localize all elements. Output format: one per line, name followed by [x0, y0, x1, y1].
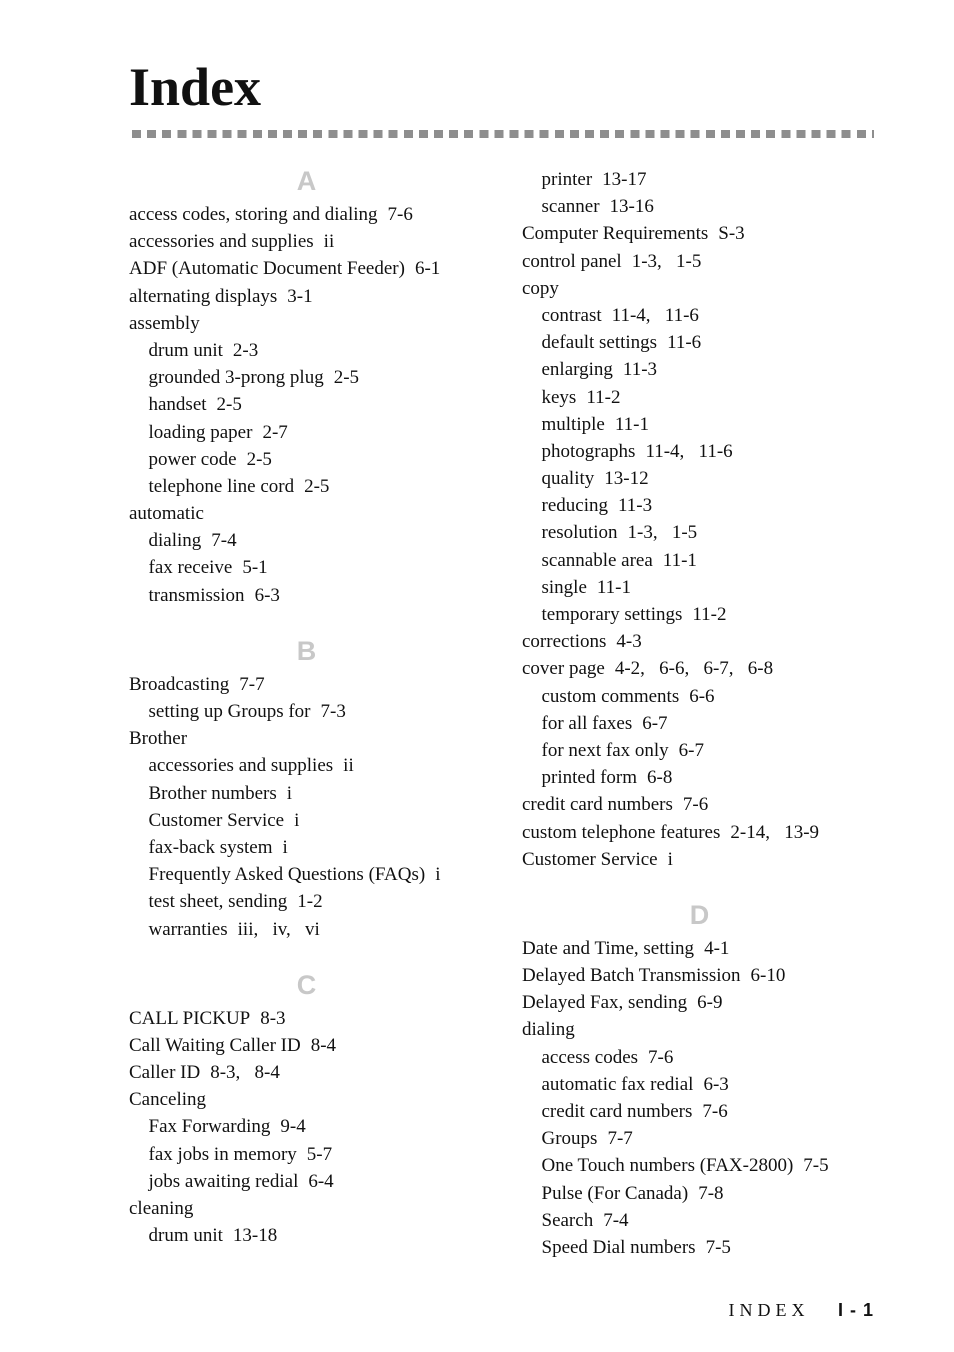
index-subentry [522, 737, 882, 764]
index-page-refs: 6-9 [697, 992, 723, 1014]
index-page-refs: 7-7 [607, 1128, 633, 1150]
index-column-left [129, 166, 499, 1249]
index-page-refs: 13-12 [604, 468, 649, 490]
index-page-refs: 11-3 [617, 495, 653, 517]
index-page-refs: 7-5 [803, 1155, 829, 1177]
index-page-refs: 8-3, 8-4 [210, 1062, 280, 1084]
index-term: drum unit [148, 1225, 223, 1247]
index-page-refs: 11-6 [667, 332, 702, 354]
index-page-refs: 6-3 [703, 1073, 729, 1095]
index-term: credit card numbers [522, 794, 673, 816]
index-subentry [129, 337, 499, 364]
index-term: automatic fax redial [541, 1073, 694, 1095]
index-entry [522, 1016, 882, 1043]
index-entry [522, 248, 882, 275]
index-page-refs: 13-18 [232, 1225, 278, 1247]
index-page-refs: i [294, 809, 300, 831]
index-page-refs: 11-1 [662, 549, 697, 571]
index-term: temporary settings [541, 604, 683, 625]
index-term: Broadcasting [129, 673, 230, 695]
index-term: warranties [148, 918, 228, 940]
index-page-refs: 1-3, 1-5 [627, 522, 698, 544]
index-term: Delayed Fax, sending [522, 992, 688, 1014]
index-subentry [522, 1180, 882, 1207]
footer-page-number: I - 1 [837, 1300, 874, 1320]
index-page-refs: 13-17 [602, 169, 647, 190]
index-page-refs: 2-3 [232, 339, 259, 361]
index-page-refs: 7-6 [702, 1101, 728, 1122]
index-page-refs: 6-1 [414, 258, 441, 280]
index-term: for next fax only [541, 739, 669, 761]
index-page-refs: 6-10 [750, 965, 786, 987]
index-subentry [129, 888, 499, 915]
index-subentry [522, 764, 882, 791]
index-term: copy [522, 277, 559, 299]
index-term: multiple [541, 413, 605, 435]
index-term: fax jobs in memory [148, 1143, 297, 1165]
index-page-refs: 3-1 [287, 285, 313, 307]
index-subentry [129, 554, 499, 581]
index-entry [522, 935, 882, 962]
index-term: quality [541, 468, 595, 490]
index-subentry [129, 473, 499, 500]
page-title: Index [129, 57, 262, 117]
index-page-refs: ii [343, 755, 354, 777]
index-subentry [522, 547, 882, 574]
index-term: Brother numbers [148, 782, 277, 804]
index-term: automatic [129, 503, 204, 525]
index-subentry [129, 419, 499, 446]
title-dotted-rule [132, 130, 874, 138]
index-subentry [129, 391, 499, 418]
index-letter-heading: A [296, 166, 317, 196]
index-subentry [129, 527, 499, 554]
index-entry [129, 1195, 499, 1222]
index-term: fax-back system [148, 836, 273, 858]
index-term: Frequently Asked Questions (FAQs) [148, 864, 426, 886]
index-subentry [522, 492, 882, 519]
index-page-refs: i [667, 848, 673, 870]
index-page-refs: 6-3 [254, 584, 280, 606]
footer-section-label: INDEX [728, 1300, 810, 1320]
index-page-refs: i [286, 782, 293, 804]
index-subentry [522, 356, 882, 383]
index-page-refs: 9-4 [280, 1116, 306, 1138]
index-term: Call Waiting Caller ID [129, 1034, 301, 1056]
index-term: jobs awaiting redial [148, 1170, 299, 1192]
index-term: Pulse (For Canada) [541, 1182, 689, 1204]
index-page-refs: 7-5 [705, 1236, 731, 1258]
index-term: custom comments [541, 685, 680, 707]
index-page-refs: 2-5 [304, 475, 330, 497]
index-page-refs: 4-3 [616, 631, 642, 653]
index-subentry [522, 574, 882, 601]
index-term: assembly [129, 312, 200, 334]
index-entry [522, 962, 882, 989]
index-page-refs: 7-3 [320, 701, 346, 722]
index-page-refs: iii, iv, vi [237, 918, 320, 940]
page-footer [728, 1298, 874, 1322]
index-term: setting up Groups for [148, 701, 311, 722]
index-subentry [522, 1071, 882, 1098]
index-subentry [129, 1141, 499, 1168]
index-subentry [129, 780, 499, 807]
index-page-refs: 2-5 [216, 394, 242, 416]
index-page-refs: 8-3 [260, 1007, 286, 1029]
index-term: Speed Dial numbers [541, 1236, 696, 1258]
index-term: alternating displays [129, 285, 278, 307]
index-subentry [522, 1234, 882, 1261]
index-subentry [522, 465, 882, 492]
index-entry [522, 819, 882, 846]
index-entry [129, 500, 499, 527]
index-term: enlarging [541, 359, 613, 381]
index-term: Computer Requirements [522, 223, 709, 245]
index-term: handset [148, 394, 207, 416]
index-page-refs: 6-7 [678, 739, 704, 761]
index-subentry [129, 582, 499, 609]
index-subentry [522, 519, 882, 546]
index-page-refs: 4-1 [704, 937, 730, 959]
index-term: grounded 3-prong plug [148, 367, 324, 389]
index-term: test sheet, sending [148, 891, 288, 913]
index-term: loading paper [148, 421, 253, 443]
index-subentry [522, 710, 882, 737]
index-entry [522, 628, 882, 655]
index-entry [522, 275, 882, 302]
index-term: corrections [522, 631, 607, 653]
index-subentry [522, 193, 882, 220]
index-subentry [129, 834, 499, 861]
index-term: scannable area [541, 549, 653, 571]
index-subentry [129, 1222, 499, 1249]
index-term: control panel [522, 250, 622, 272]
index-subentry [129, 446, 499, 473]
index-term: Date and Time, setting [522, 937, 695, 959]
index-page-refs: 7-7 [239, 673, 265, 695]
index-subentry [129, 698, 499, 725]
index-page-refs: i [435, 864, 441, 886]
index-term: dialing [148, 530, 202, 552]
index-term: single [541, 576, 587, 598]
index-term: ADF (Automatic Document Feeder) [129, 258, 405, 280]
index-term: contrast [541, 304, 602, 326]
index-page-refs: 1-2 [297, 891, 323, 913]
index-term: for all faxes [541, 712, 633, 734]
index-term: reducing [541, 495, 608, 517]
index-subentry [522, 302, 882, 329]
index-term: printer [541, 169, 593, 190]
index-page-refs: 11-1 [614, 413, 649, 435]
index-subentry [129, 916, 499, 943]
index-entry [129, 228, 499, 255]
index-term: photographs [541, 440, 636, 462]
index-term: Brother [129, 728, 188, 750]
index-term: dialing [522, 1019, 575, 1041]
index-subentry [522, 1044, 882, 1071]
index-page-refs: 2-5 [246, 448, 272, 470]
index-entry [522, 791, 882, 818]
index-term: keys [541, 386, 577, 408]
index-subentry [129, 861, 499, 888]
index-subentry [129, 1113, 499, 1140]
index-page-refs: 2-14, 13-9 [730, 821, 820, 843]
index-entry [129, 1086, 499, 1113]
index-entry [129, 255, 499, 282]
index-term: One Touch numbers (FAX-2800) [541, 1155, 794, 1177]
index-term: Groups [541, 1128, 598, 1150]
index-term: custom telephone features [522, 821, 721, 843]
index-subentry [522, 1207, 882, 1234]
index-term: Customer Service [522, 848, 658, 870]
index-term: CALL PICKUP [129, 1007, 251, 1029]
index-term: accessories and supplies [129, 231, 314, 253]
index-entry [129, 725, 499, 752]
index-term: cleaning [129, 1198, 194, 1219]
index-entry [129, 283, 499, 310]
index-letter-heading: C [296, 969, 317, 1000]
index-subentry [522, 1098, 882, 1125]
index-term: power code [148, 448, 237, 470]
index-term: transmission [148, 584, 245, 606]
index-page-refs: ii [323, 231, 335, 253]
index-entry [129, 201, 499, 228]
index-page-refs: 4-2, 6-6, 6-7, 6-8 [614, 658, 774, 680]
index-page-refs: 13-16 [609, 196, 654, 218]
index-page-refs: 2-7 [262, 421, 288, 443]
index-page-refs: 8-4 [310, 1034, 337, 1056]
index-letter-heading: B [296, 635, 317, 666]
index-term: scanner [541, 196, 600, 218]
index-page-refs: 11-4, 11-6 [645, 440, 733, 462]
index-term: drum unit [148, 339, 223, 361]
index-entry [129, 310, 499, 337]
index-entry [522, 846, 882, 873]
index-subentry [522, 1152, 882, 1179]
index-subentry [522, 166, 882, 193]
index-entry [522, 989, 882, 1016]
index-page-refs: 7-6 [387, 204, 413, 225]
index-page-refs: 11-3 [622, 359, 658, 381]
index-page-refs: S-3 [718, 223, 745, 245]
index-entry [522, 220, 882, 247]
index-letter-heading: D [689, 899, 710, 930]
index-page-refs: i [282, 836, 288, 858]
index-entry [129, 1032, 499, 1059]
index-entry [522, 655, 882, 682]
index-page-refs: 5-1 [242, 557, 268, 579]
index-page-refs: 7-4 [603, 1209, 629, 1231]
index-page-refs: 7-4 [211, 530, 237, 552]
index-term: accessories and supplies [148, 755, 334, 777]
index-term: credit card numbers [541, 1101, 693, 1122]
index-page-refs: 11-4, 11-6 [611, 304, 699, 326]
index-subentry [522, 411, 882, 438]
index-page-refs: 5-7 [306, 1143, 333, 1165]
index-subentry [522, 683, 882, 710]
index-term: access codes [541, 1046, 639, 1068]
index-term: resolution [541, 522, 618, 544]
index-page-refs: 11-2 [586, 386, 621, 408]
index-column-right [522, 166, 882, 1261]
index-page-refs: 11-1 [596, 576, 632, 598]
index-subentry [129, 364, 499, 391]
index-term: cover page [522, 658, 605, 680]
index-page-refs: 6-7 [642, 712, 668, 734]
index-entry [129, 1059, 499, 1086]
index-page-refs: 7-8 [698, 1182, 724, 1204]
index-subentry [522, 438, 882, 465]
index-term: access codes, storing and dialing [129, 204, 378, 225]
index-term: Search [541, 1209, 594, 1231]
index-term: Fax Forwarding [148, 1116, 271, 1138]
index-term: fax receive [148, 557, 233, 579]
index-subentry [522, 1125, 882, 1152]
index-entry [129, 671, 499, 698]
index-term: Caller ID [129, 1062, 201, 1084]
index-subentry [129, 1168, 499, 1195]
index-page-refs: 7-6 [682, 794, 709, 816]
index-page-refs: 7-6 [648, 1046, 674, 1068]
index-term: Customer Service [148, 809, 285, 831]
index-page-refs: 2-5 [333, 367, 360, 389]
index-entry [129, 1005, 499, 1032]
index-page-refs: 6-6 [689, 685, 715, 707]
index-subentry [522, 601, 882, 628]
index-subentry [522, 329, 882, 356]
index-page-refs: 6-8 [647, 767, 673, 789]
index-term: telephone line cord [148, 475, 295, 497]
index-subentry [522, 384, 882, 411]
index-term: printed form [541, 767, 638, 789]
index-page-refs: 11-2 [692, 604, 727, 625]
index-subentry [129, 807, 499, 834]
index-term: Delayed Batch Transmission [522, 965, 741, 987]
index-term: Canceling [129, 1089, 207, 1111]
index-term: default settings [541, 332, 658, 354]
index-subentry [129, 752, 499, 779]
index-page-refs: 6-4 [308, 1170, 334, 1192]
index-page-refs: 1-3, 1-5 [631, 250, 702, 272]
